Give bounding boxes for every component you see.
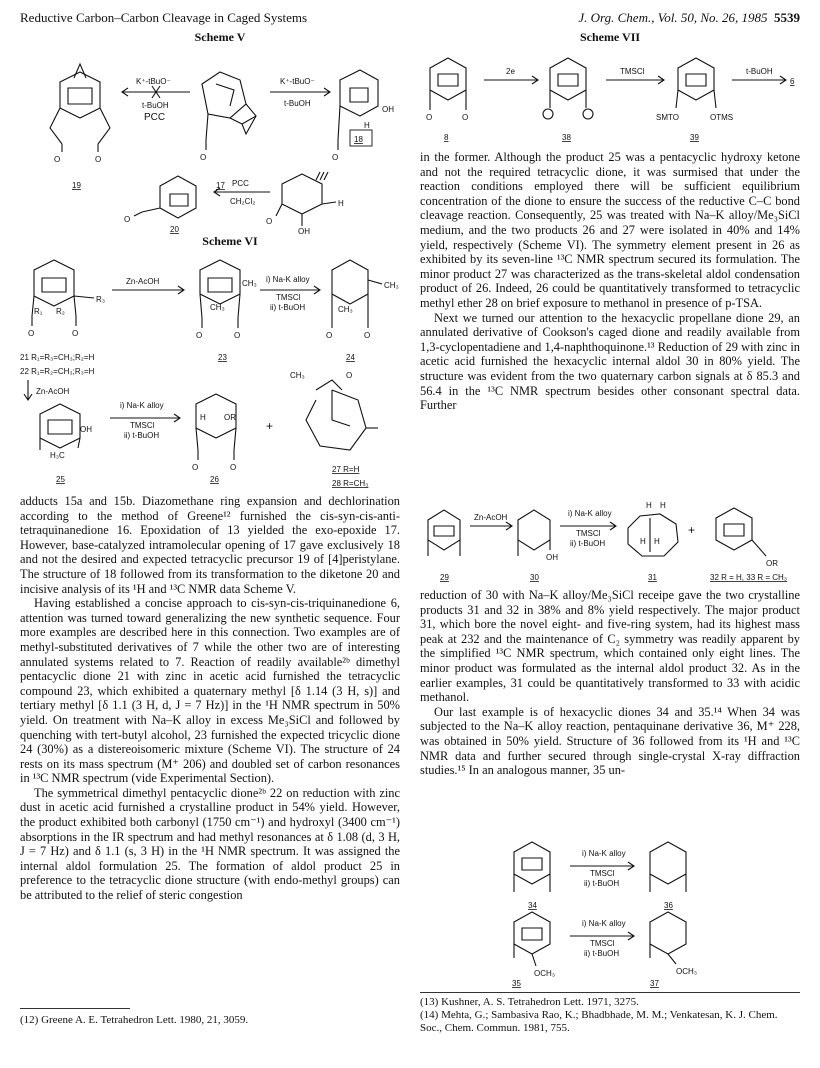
r3-label: R₃ xyxy=(96,295,106,304)
compound-29-structure xyxy=(428,510,460,556)
reagent-label: TMSCl xyxy=(276,293,301,302)
running-header-title: Reductive Carbon–Carbon Cleavage in Caged Systems xyxy=(20,10,308,25)
inline-scheme-figure xyxy=(420,500,800,584)
compound-39-structure xyxy=(676,58,716,108)
r1-label: R₁ xyxy=(34,307,43,316)
reagent-label: K⁺-tBuO⁻ xyxy=(280,77,315,86)
paragraph: reduction of 30 with Na–K alloy/Me₃SiCl receipe gave the two crystalline products 31 and 32 in 38% and 8% yield respectively. The major product 31, which bore the novel eight- and five-ring system, had its highest mass peak at 232 and the maintenance of C₂ symmetry was readily apparent by the simplified ¹³C NMR spectrum, which contained only eight lines. The minor product was formulated as the internal aldol product 32. As in the earlier examples, 31 could be quantitatively transformed to 33 with acidic methanol. xyxy=(420,588,800,705)
o-label: O xyxy=(326,331,333,340)
compound-22-sublabel: 22 R₁=R₂=CH₃;R₃=H xyxy=(20,367,95,376)
compound-36-structure xyxy=(650,842,686,892)
o-label: O xyxy=(332,153,339,162)
compound-19-structure xyxy=(50,64,110,152)
scheme-vii-title: Scheme VII xyxy=(579,30,641,44)
compound-label: 17 xyxy=(216,181,225,190)
och3-label: OCH₃ xyxy=(676,967,698,976)
ch3-label: CH₃ xyxy=(338,305,353,314)
ch3-label: CH₃ xyxy=(242,279,257,288)
paragraph: Our last example is of hexacyclic diones 34 and 35.¹⁴ When 34 was subjected to the Na–K alloy reaction, pentaquinane derivative 36, M⁺ 228, was obtained in 50% yield. Structure of 36 followed from its ¹H and ¹³C NMR data and further secured through single-crystal X-ray diffraction studies.¹⁵ In an analogous manner, 35 un- xyxy=(420,704,800,778)
left-column-text xyxy=(20,494,400,903)
footnotes-right xyxy=(420,996,800,1035)
reagent-label: CH₂Cl₂ xyxy=(230,197,256,206)
reagent-label: i) Na-K alloy xyxy=(582,919,626,928)
compound-label: 19 xyxy=(72,181,81,190)
compound-37-structure xyxy=(650,912,686,964)
reagent-label: ii) t-BuOH xyxy=(270,303,306,312)
reagent-label: t-BuOH xyxy=(746,67,773,76)
right-column-text-mid xyxy=(420,588,800,778)
compound-label: 34 xyxy=(528,901,537,910)
compound-24-structure xyxy=(332,260,382,328)
reagent-label: i) Na-K alloy xyxy=(582,849,626,858)
compound-label: 30 xyxy=(530,573,539,582)
compound-20-structure xyxy=(134,176,196,218)
compound-label: 20 xyxy=(170,225,179,234)
hatch-marks xyxy=(316,172,328,180)
reagent-label: t-BuOH xyxy=(142,101,169,110)
paragraph: Next we turned our attention to the hexacyclic propellane dione 29, an annulated derivative of Cookson's caged dione and readily available from 1,3-cyclopentadiene and 1,4-naphthoquinone.¹³ Reduction of 29 with zinc in acetic acid furnished the hexacyclic internal aldol 30 in 80% yield. The structure was evident from the two quaternary carbon signals at δ 85.3 and 56.4 in the ¹³C NMR spectrum besides other consonant spectral data. Further xyxy=(420,310,800,413)
oh-label: H₃C xyxy=(50,451,65,460)
footnote-rule xyxy=(420,992,800,993)
reagent-label: TMSCl xyxy=(590,869,615,878)
compound-21-sublabel: 21 R₁=R₃=CH₃;R₂=H xyxy=(20,353,95,362)
compound-label: 29 xyxy=(440,573,449,582)
scheme-v-title: Scheme V xyxy=(194,30,246,44)
o-label: O xyxy=(54,155,61,164)
page-number: 5539 xyxy=(774,10,800,25)
h-label: H xyxy=(364,121,370,130)
compound-label: 38 xyxy=(562,133,571,142)
reagent-label: t-BuOH xyxy=(284,99,311,108)
h-label: H xyxy=(654,537,660,546)
o-label: O xyxy=(28,329,35,338)
compound-label: 25 xyxy=(56,475,65,484)
compound-structure xyxy=(276,174,336,226)
footnote-rule xyxy=(20,1008,130,1009)
compound-17-structure xyxy=(202,72,256,150)
reagent-label: Zn-AcOH xyxy=(36,387,70,396)
och3-label: OCH₃ xyxy=(534,969,556,978)
reagent-label: Zn-AcOH xyxy=(126,277,160,286)
reagent-label: TMSCl xyxy=(620,67,645,76)
scheme-v-figure xyxy=(20,44,400,236)
o-label: O xyxy=(72,329,79,338)
reagent-label: i) Na-K alloy xyxy=(120,401,164,410)
o-label: O xyxy=(196,331,203,340)
footnote: (12) Greene A. E. Tetrahedron Lett. 1980, 21, 3059. xyxy=(20,1014,249,1026)
oh-label: OH xyxy=(546,553,558,562)
right-column-text-top xyxy=(420,150,800,413)
compound-label: 37 xyxy=(650,979,659,988)
compound-label: 18 xyxy=(354,135,363,144)
o-label: O xyxy=(192,463,199,472)
ch3-label: H xyxy=(200,413,206,422)
reagent-label: i) Na-K alloy xyxy=(568,509,612,518)
compound-label: 31 xyxy=(648,573,657,582)
h3c-label: CH₃ xyxy=(290,371,305,380)
ch3-label: CH₃ xyxy=(384,281,399,290)
reagent-label: PCC xyxy=(232,179,249,188)
reagent-label: PCC xyxy=(144,112,166,123)
oh-label: OH xyxy=(382,105,394,114)
reagent-label: 2e xyxy=(506,67,515,76)
scheme-vi-title: Scheme VI xyxy=(202,234,258,248)
footnote: (14) Mehta, G.; Sambasiva Rao, K.; Bhadbhade, M. M.; Venkatesan, K. J. Chem. Soc., Chem. Commun. 1981, 755. xyxy=(420,1009,778,1034)
compound-8-structure xyxy=(430,58,466,110)
plus-sign: + xyxy=(688,523,696,537)
compound-label: 32 R = H, 33 R = CH₃ xyxy=(710,573,788,582)
h-label: H xyxy=(640,537,646,546)
o-label: O xyxy=(234,331,241,340)
compound-26-structure xyxy=(196,394,236,460)
reagent-label: ii) t-BuOH xyxy=(570,539,606,548)
compound-label: 24 xyxy=(346,353,355,362)
compound-30-structure xyxy=(518,510,550,556)
compound-25-structure xyxy=(40,404,80,450)
o-label: O xyxy=(95,155,102,164)
h-label: H xyxy=(660,501,666,510)
compound-38-structure xyxy=(543,58,593,119)
oh-label: OH xyxy=(298,227,310,236)
or-label: OR xyxy=(766,559,778,568)
compound-21-22-structure xyxy=(32,260,94,326)
paragraph: The symmetrical dimethyl pentacyclic dione²ᵇ 22 on reduction with zinc dust in acetic acid furnished a crystalline product in 54% yield. However, the product exhibited both carbonyl (1750 cm⁻¹) and hydroxyl (3400 cm⁻¹) absorptions in the IR spectrum and had methyl resonances at δ 1.08 (d, 3 H, J = 7 Hz) and δ 1.1 (s, 3 H) in the ¹H NMR spectrum. It was assigned the internal aldol formulation 25. The formation of aldol product 25 in preference to the tetracyclic dione structure (with endo-methyl groups) can be attributed to the relief of steric congestion xyxy=(20,785,400,903)
footnote: (13) Kushner, A. S. Tetrahedron Lett. 1971, 3275. xyxy=(420,996,639,1008)
o-label: O xyxy=(364,331,371,340)
o-label: O xyxy=(462,113,469,122)
compound-label: 39 xyxy=(690,133,699,142)
scheme-vii-figure xyxy=(420,44,800,144)
reagent-label: TMSCl xyxy=(590,939,615,948)
reagent-label: TMSCl xyxy=(576,529,601,538)
ch3-label: OH xyxy=(80,425,92,434)
o-label: O xyxy=(266,217,273,226)
ch3-label: CH₃ xyxy=(210,303,225,312)
reagent-label: Zn-AcOH xyxy=(474,513,508,522)
reagent-label: i) Na-K alloy xyxy=(266,275,310,284)
reagent-label: ii) t-BuOH xyxy=(584,879,620,888)
o-label: O xyxy=(200,153,207,162)
paragraph: adducts 15a and 15b. Diazomethane ring expansion and dechlorination according to the method of Greene¹² furnished the cis-syn-cis-anti-tetraquinanedione 16. Epoxidation of 13 yielded the exo-epoxide 17. However, base-catalyzed intramolecular opening of 17 gave exclusively 18 and not the desired and expected tetracyclic precursor 19 of [4]peristylane. The structure of 18 followed from its transformation to the diketone 20 and incisive analysis of its ¹H and ¹³C NMR data Scheme V. xyxy=(20,494,400,596)
reagent-label: ii) t-BuOH xyxy=(124,431,160,440)
h-label: H xyxy=(646,501,652,510)
compound-35-structure xyxy=(514,912,550,966)
compound-label: 8 xyxy=(444,133,449,142)
compound-31-structure xyxy=(628,514,678,556)
o-label: O xyxy=(426,113,433,122)
h-label: H xyxy=(338,199,344,208)
compound-34-structure xyxy=(514,842,550,892)
plus-sign: + xyxy=(266,419,274,433)
reagent-label: K⁺-tBuO⁻ xyxy=(136,77,171,86)
smto-label: SMTO xyxy=(656,113,679,122)
reagent-label: ii) t-BuOH xyxy=(584,949,620,958)
bottom-scheme-figure xyxy=(500,838,740,988)
compound-label: 23 xyxy=(218,353,227,362)
reagent-label: TMSCl xyxy=(130,421,155,430)
compound-28-sublabel: 28 R=CH₃ xyxy=(332,479,369,488)
compound-32-33-structure xyxy=(716,508,766,556)
compound-23-structure xyxy=(200,260,240,328)
running-header-journal: J. Org. Chem., Vol. 50, No. 26, 1985 5539 xyxy=(578,10,800,25)
h-label: O xyxy=(346,371,353,380)
compound-label: 35 xyxy=(512,979,521,988)
footnotes-left xyxy=(20,1014,400,1027)
compound-27-sublabel: 27 R=H xyxy=(332,465,360,474)
compound-label: 36 xyxy=(664,901,673,910)
paragraph: in the former. Although the product 25 was a pentacyclic hydroxy ketone and not the required tetracyclic dione, it was surmised that under the reaction conditions employed there will be sufficient equilibrium concentration of the dione to ensure the success of the reductive C–C bond cleavage reaction. Consequently, 25 was treated with Na–K alloy/Me₃SiCl medium, and the two products 26 and 27 were isolated in 40% and 14% yield, respectively (Scheme VI). The symmetry element present in 26 as exhibited by its seven-line ¹³C NMR spectrum secured its formulation. The minor product 27 was characterized as the trans-skeletal aldol condensation product of 26. Indeed, 26 could be quantitatively transformed to tetracyclic methyl ether 28 on brief exposure to methanol in presence of p-TSA. xyxy=(420,150,800,310)
otms-label: OTMS xyxy=(710,113,734,122)
scheme-vi-figure xyxy=(20,250,400,490)
ch3-label: OR xyxy=(224,413,236,422)
compound-label: 6 xyxy=(790,77,795,86)
compound-27-28-structure xyxy=(306,380,378,450)
o-label: O xyxy=(124,215,131,224)
paragraph: Having established a concise approach to cis-syn-cis-triquinanedione 6, attention was turned toward generalizing the new synthetic sequence. Four more examples are described here in this connection. Two examples are of methyl-substituted derivatives of 7 while the other two are of interesting annulated systems related to 7. Reaction of readily available²ᵇ dimethyl pentacyclic dione 21 with zinc in acetic acid furnished the tetracyclic compound 23, which exhibited a quaternary methyl [δ 1.14 (3 H, s)] and tertiary methyl [δ 1.1 (3 H, d, J = 7 Hz)] in the ¹H NMR spectrum in 50% yield. On treatment with Na–K alloy in excess Me₃SiCl and followed by quenching with tert-butyl alcohol, 23 furnished the expected tricyclic dione 24 (30%) as a distereoisomeric mixture (Scheme VI). The structure of 24 rests on its mass spectrum (M⁺ 206) and doubled set of carbon resonances in ¹³C NMR spectrum (vide Experimental Section). xyxy=(20,596,400,786)
compound-label: 26 xyxy=(210,475,219,484)
o-label: O xyxy=(230,463,237,472)
r2-label: R₂ xyxy=(56,307,65,316)
